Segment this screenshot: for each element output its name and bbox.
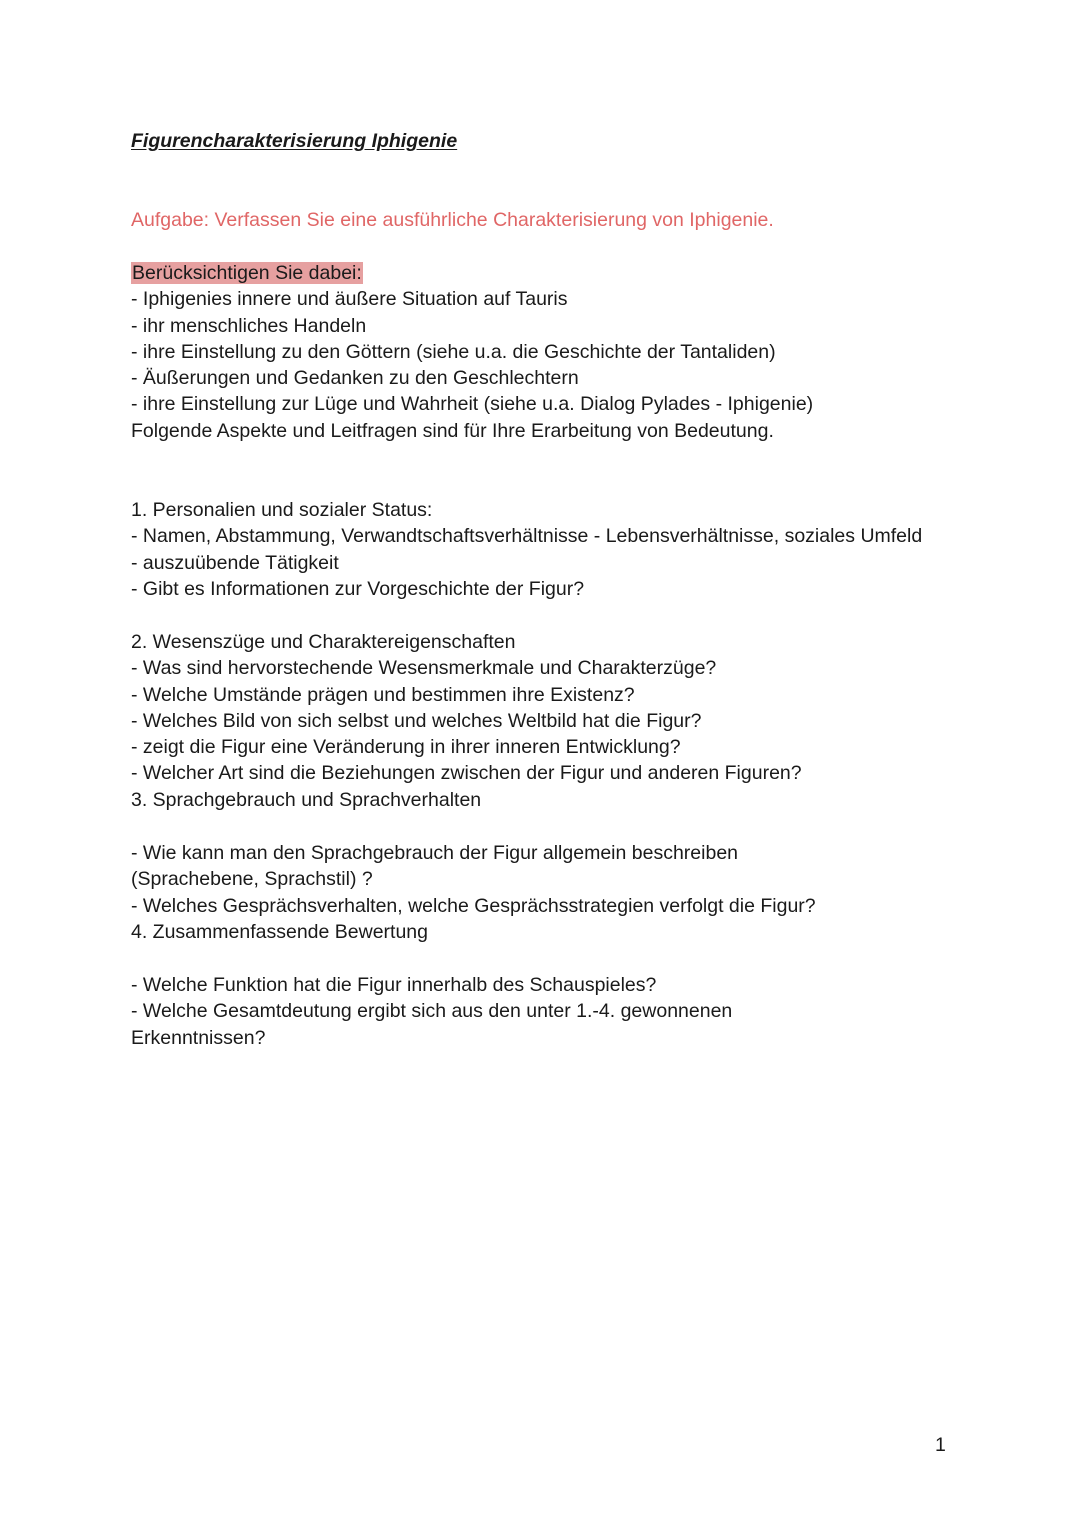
task-instruction: Aufgabe: Verfassen Sie eine ausführliche Charakterisierung von Iphigenie. xyxy=(131,209,774,231)
list-item: - Wie kann man den Sprachgebrauch der Figur allgemein beschreiben xyxy=(131,842,739,864)
list-item: - Welche Gesamtdeutung ergibt sich aus den unter 1.-4. gewonnenen xyxy=(131,1000,733,1023)
page-number: 1 xyxy=(935,1434,946,1456)
section-heading: 3. Sprachgebrauch und Sprachverhalten xyxy=(131,788,482,811)
section-heading: 2. Wesenszüge und Charaktereigenschaften xyxy=(131,631,516,653)
section-sprachgebrauch xyxy=(131,840,816,945)
list-item: - Iphigenies innere und äußere Situation auf Tauris xyxy=(131,288,568,311)
consider-note: Folgende Aspekte und Leitfragen sind für Ihre Erarbeitung von Bedeutung. xyxy=(131,419,774,442)
list-item: - Welche Funktion hat die Figur innerhalb des Schauspieles? xyxy=(131,974,657,996)
list-item: - Welches Gesprächsverhalten, welche Gesprächsstrategien verfolgt die Figur? xyxy=(131,894,816,917)
list-item: - zeigt die Figur eine Veränderung in ihrer inneren Entwicklung? xyxy=(131,736,681,759)
list-item: - Was sind hervorstechende Wesensmerkmale und Charakterzüge? xyxy=(131,657,717,680)
section-bewertung xyxy=(131,972,732,1051)
section-heading: 1. Personalien und sozialer Status: xyxy=(131,499,433,521)
section-personalien xyxy=(131,497,922,602)
list-item: - ihre Einstellung zur Lüge und Wahrheit (siehe u.a. Dialog Pylades - Iphigenie) xyxy=(131,393,814,416)
section-wesenszuege xyxy=(131,629,802,813)
list-item: - ihre Einstellung zu den Göttern (siehe u.a. die Geschichte der Tantaliden) xyxy=(131,340,776,363)
list-item: - ihr menschliches Handeln xyxy=(131,314,367,337)
list-item: - Welches Bild von sich selbst und welches Weltbild hat die Figur? xyxy=(131,709,702,732)
list-item: - Namen, Abstammung, Verwandtschaftsverhältnisse - Lebensverhältnisse, soziales Umfeld xyxy=(131,525,923,548)
list-item: (Sprachebene, Sprachstil) ? xyxy=(131,868,373,891)
consider-heading: Berücksichtigen Sie dabei: xyxy=(132,262,362,284)
section-heading: 4. Zusammenfassende Bewertung xyxy=(131,920,428,943)
list-item: - auszuübende Tätigkeit xyxy=(131,551,339,574)
document-title: Figurencharakterisierung Iphigenie xyxy=(131,130,458,152)
list-item: - Gibt es Informationen zur Vorgeschichte der Figur? xyxy=(131,577,585,600)
list-item: - Welcher Art sind die Beziehungen zwischen der Figur und anderen Figuren? xyxy=(131,762,802,785)
list-item: Erkenntnissen? xyxy=(131,1026,266,1049)
list-item: - Äußerungen und Gedanken zu den Geschlechtern xyxy=(131,367,579,390)
consider-block xyxy=(131,260,813,444)
list-item: - Welche Umstände prägen und bestimmen ihre Existenz? xyxy=(131,683,635,706)
